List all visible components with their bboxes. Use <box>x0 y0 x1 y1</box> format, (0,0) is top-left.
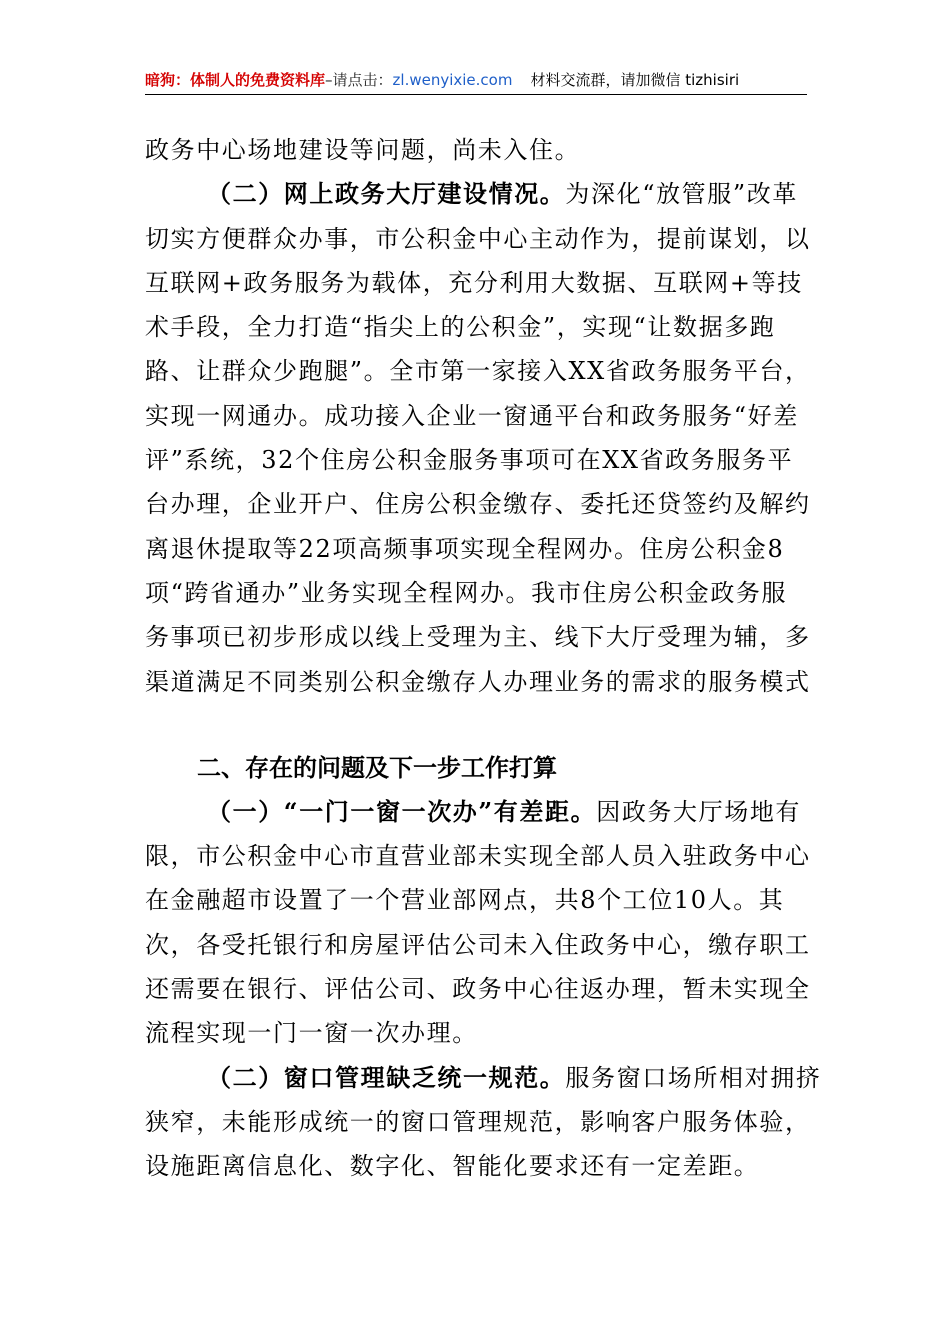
text-line: 限，市公积金中心市直营业部未实现全部人员入驻政务中心 <box>145 842 811 871</box>
text-line: 流程实现一门一窗一次办理。 <box>145 1019 478 1048</box>
text-line: 狭窄，未能形成统一的窗口管理规范，影响客户服务体验， <box>145 1107 811 1136</box>
text-line: 务事项已初步形成以线上受理为主、线下大厅受理为辅，多 <box>145 623 811 652</box>
section-heading: 二、存在的问题及下一步工作打算 <box>197 753 557 782</box>
text-line: 台办理，企业开户、住房公积金缴存、委托还贷签约及解约 <box>145 490 811 519</box>
paragraph-lead: （二）网上政务大厅建设情况。 <box>207 179 566 209</box>
paragraph-first-line <box>145 172 809 216</box>
text-run: 服务窗口场所相对拥挤 <box>565 1063 822 1092</box>
text-line: 项“跨省通办”业务实现全程网办。我市住房公积金政务服 <box>145 578 788 607</box>
text-line: 互联网+政务服务为载体，充分利用大数据、互联网+等技 <box>145 268 803 297</box>
text-line: 术手段，全力打造“指尖上的公积金”，实现“让数据多跑 <box>145 313 776 342</box>
paragraph-lead: （一）“一门一窗一次办”有差距。 <box>207 796 597 826</box>
text-line: 实现一网通办。成功接入企业一窗通平台和政务服务“好差 <box>145 401 799 430</box>
text-line: 切实方便群众办事，市公积金中心主动作为，提前谋划，以 <box>145 224 811 253</box>
text-line: 离退休提取等22项高频事项实现全程网办。住房公积金8 <box>145 534 785 563</box>
paragraph-first-line <box>145 790 809 834</box>
document-body <box>145 128 822 1189</box>
header-contact: 材料交流群，请加微信 tizhisiri <box>530 71 740 89</box>
header-prompt: –请点击： <box>325 71 393 89</box>
text-line: 路、让群众少跑腿”。全市第一家接入XX省政务服务平台， <box>145 357 811 386</box>
text-line: 在金融超市设置了一个营业部网点，共8个工位10人。其 <box>145 886 785 915</box>
text-run: 因政务大厅场地有 <box>596 797 802 826</box>
header-brand: 暗狗：体制人的免费资料库 <box>145 71 326 89</box>
text-run: 为深化“放管服”改革 <box>565 180 798 209</box>
paragraph-first-line <box>145 1056 822 1100</box>
text-line: 次，各受托银行和房屋评估公司未入住政务中心，缴存职工 <box>145 930 811 959</box>
paragraph-gap <box>145 704 809 746</box>
text-line: 评”系统，32个住房公积金服务事项可在XX省政务服务平 <box>145 446 794 475</box>
text-line: 还需要在银行、评估公司、政务中心往返办理，暂未实现全 <box>145 975 811 1004</box>
header-link[interactable]: zl.wenyixie.com <box>392 71 513 89</box>
text-line: 政务中心场地建设等问题，尚未入住。 <box>145 136 581 164</box>
text-line: 渠道满足不同类别公积金缴存人办理业务的需求的服务模式 <box>145 667 811 696</box>
paragraph-lead: （二）窗口管理缺乏统一规范。 <box>207 1062 566 1092</box>
text-line: 设施距离信息化、数字化、智能化要求还有一定差距。 <box>145 1152 760 1181</box>
page-header <box>145 66 807 95</box>
